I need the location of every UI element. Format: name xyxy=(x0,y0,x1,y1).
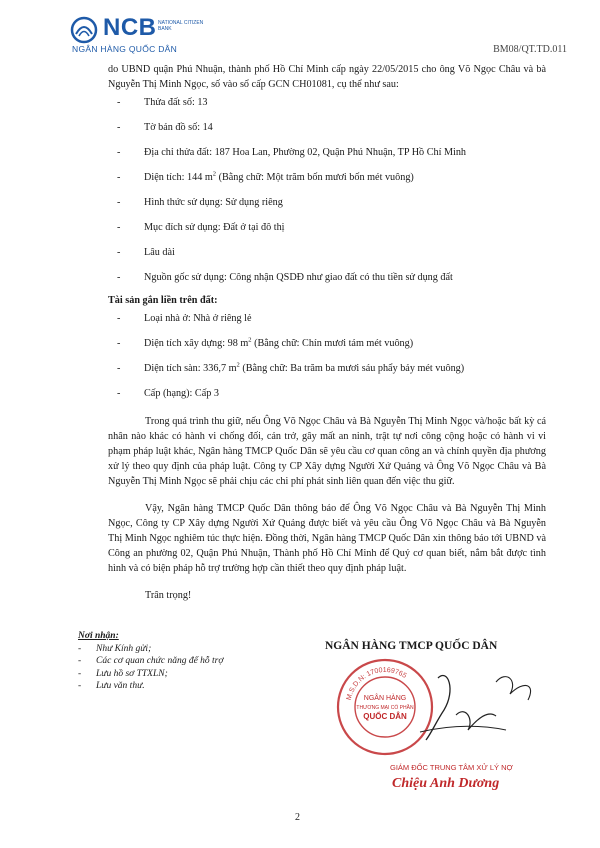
list-item: - Cấp (hạng): Cấp 3 xyxy=(108,386,546,411)
list-item: - Mục đích sử dụng: Đất ở tại đô thị xyxy=(108,220,546,245)
intro-paragraph: do UBND quận Phú Nhuận, thành phố Hồ Chí Minh cấp ngày 22/05/2015 cho ông Võ Ngọc Châu và bà Nguyễn Thị Minh Ngọc, số vào sổ cấp GCN CH01081, cụ thể như sau: xyxy=(108,64,546,90)
land-details-list xyxy=(108,95,546,295)
signature-bank-name: NGÂN HÀNG TMCP QUỐC DÂN xyxy=(325,640,498,652)
list-item: - Tờ bản đồ số: 14 xyxy=(108,120,546,145)
stamp-line-1: NGÂN HÀNG xyxy=(363,695,407,702)
stamp-line-3: QUỐC DÂN xyxy=(363,712,407,721)
logo-text: NCB xyxy=(103,14,157,41)
signer-role: GIÁM ĐỐC TRUNG TÂM XỬ LÝ NỢ xyxy=(390,763,513,772)
list-item-floor-area: - Diện tích sàn: 336,7 $m^2$ (Bằng chữ: Ba trăm ba mươi sáu phẩy bảy mét vuông) xyxy=(108,361,546,386)
signer-name: Chiệu Anh Dương xyxy=(392,776,500,791)
recipients-title: Nơi nhận: xyxy=(78,631,119,641)
paragraph-notice: Vậy, Ngân hàng TMCP Quốc Dân thông báo để Ông Võ Ngọc Châu và Bà Nguyễn Thị Minh Ngọc, Công ty CP Xây dựng Người Xứ Quảng được biết và yêu cầu Ông Võ Ngọc Châu và Bà Nguyễn Thị Minh Ngọc nghiêm túc thực hiện. Đồng thời, Ngân hàng TMCP Quốc Dân xin thông báo tới UBND và Công an phường 02, Quận Phú Nhuận, Thành phố Hồ Chí Minh để Quý cơ quan biết, nắm bắt được tình hình và có biện pháp hỗ trợ trường hợp cần thiết theo quy định pháp luật. xyxy=(108,503,546,574)
letter-body xyxy=(108,62,546,603)
list-item: - Loại nhà ở: Nhà ở riêng lẻ xyxy=(108,311,546,336)
recipients-list xyxy=(78,643,298,693)
paragraph-seizure: Trong quá trình thu giữ, nếu Ông Võ Ngọc Châu và Bà Nguyễn Thị Minh Ngọc và/hoặc bất kỳ cá nhân nào khác có hành vi chống đối, cản trở, gây mất an ninh, trật tự nơi công cộng hoặc có hành vi vi phạm pháp luật khác, Ngân hàng TMCP Quốc Dân sẽ yêu cầu cơ quan công an và chính quyền địa phương xử lý theo quy định của pháp luật. Công ty CP Xây dựng Người Xứ Quảng và Ông Võ Ngọc Châu và Bà Nguyễn Thị Minh Ngọc sẽ phải chịu các chi phí phát sinh liên quan đến việc thu giữ. xyxy=(108,416,546,487)
list-item: - Địa chỉ thửa đất: 187 Hoa Lan, Phường 02, Quận Phú Nhuận, TP Hồ Chí Minh xyxy=(108,145,546,170)
list-item: - Nguồn gốc sử dụng: Công nhận QSDĐ như giao đất có thu tiền sử dụng đất xyxy=(108,270,546,295)
page-number: 2 xyxy=(295,812,300,823)
list-item-build-area: - Diện tích xây dựng: 98 $m^2$ (Bằng chữ: Chín mươi tám mét vuông) xyxy=(108,336,546,361)
list-item: - Lâu dài xyxy=(108,245,546,270)
closing-line: Trân trọng! xyxy=(145,590,192,601)
list-item: - Hình thức sử dụng: Sử dụng riêng xyxy=(108,195,546,220)
assets-list xyxy=(108,311,546,411)
page-header xyxy=(0,0,600,62)
handwritten-signature-icon xyxy=(396,660,546,750)
list-item: - Như Kính gửi; xyxy=(78,643,298,656)
list-item: - Các cơ quan chức năng để hỗ trợ xyxy=(78,655,298,668)
stamp-arc-text: M.S.D.N: 1700169765 xyxy=(345,666,408,701)
ncb-logo xyxy=(70,14,240,58)
list-item: - Lưu hồ sơ TTXLN; xyxy=(78,668,298,681)
list-item-area: - Diện tích: 144 $m^2$ (Bằng chữ: Một trăm bốn mươi bốn mét vuông) xyxy=(108,170,546,195)
assets-section-title: Tài sản gắn liền trên đất: xyxy=(108,295,218,306)
list-item: - Thửa đất số: 13 xyxy=(108,95,546,120)
recipients-block xyxy=(78,630,298,693)
ncb-logo-mark-icon xyxy=(70,16,98,44)
list-item: - Lưu văn thư. xyxy=(78,680,298,693)
logo-subtext: NATIONAL CITIZEN BANK xyxy=(158,20,204,32)
stamp-line-2: THƯƠNG MẠI CỔ PHẦN xyxy=(356,705,414,711)
logo-vietnamese-name: NGÂN HÀNG QUỐC DÂN xyxy=(72,44,178,54)
document-code: BM08/QT.TD.011 xyxy=(493,44,567,55)
